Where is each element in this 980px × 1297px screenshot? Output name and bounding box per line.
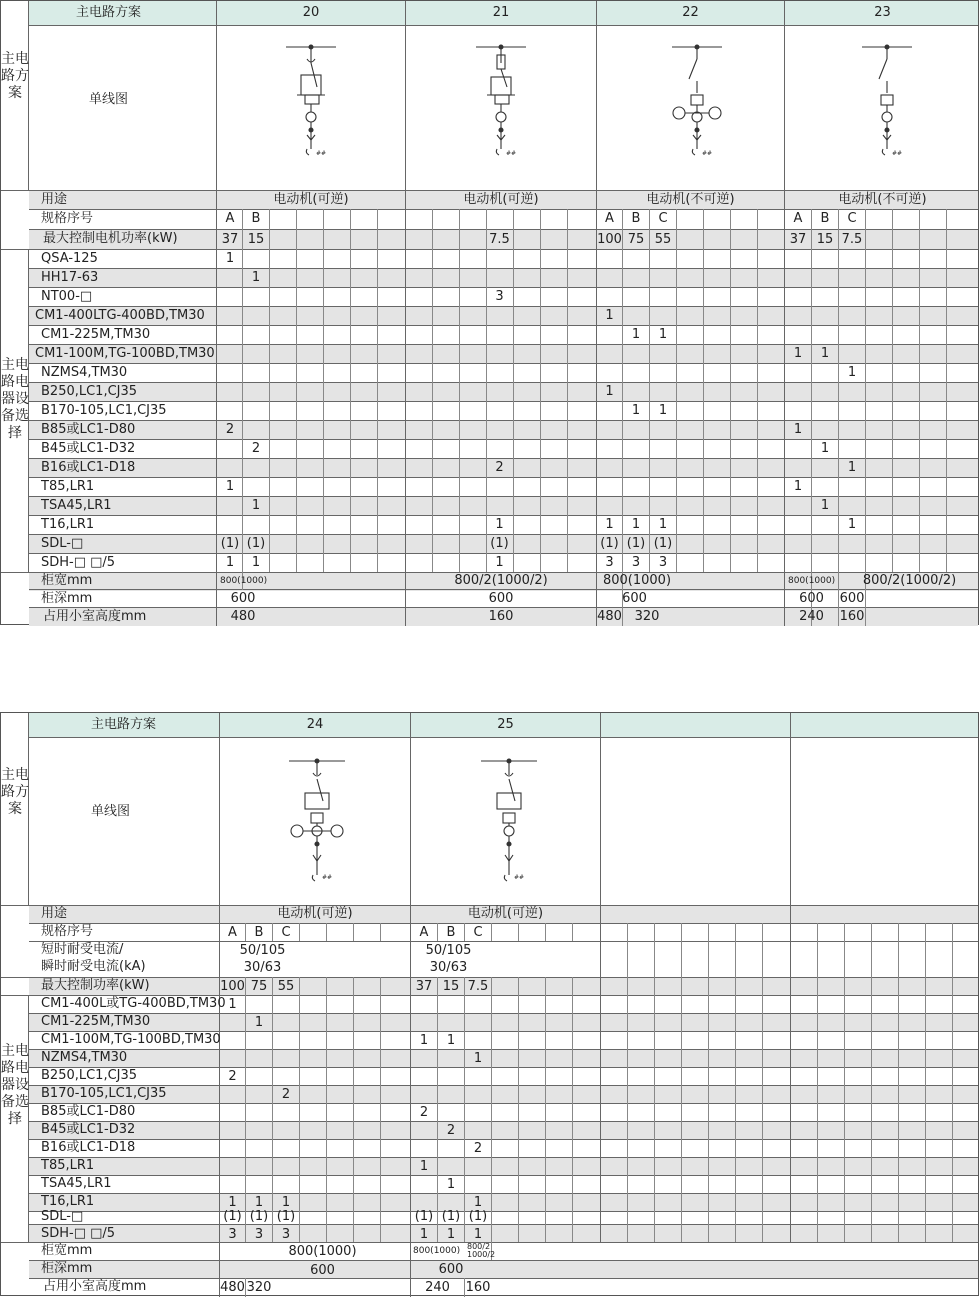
quantity-cell: 1: [847, 517, 857, 532]
side-label-equipment: 主电路电器设备选择: [1, 357, 29, 441]
quantity-cell: 3: [605, 555, 614, 570]
quantity-cell: (1): [600, 536, 619, 551]
depth-value: 600: [488, 591, 514, 606]
device-name: SDH-□ □/5: [41, 1226, 116, 1241]
device-name: SDL-□: [41, 536, 84, 551]
device-name: CM1-100M,TG-100BD,TM30: [41, 1032, 221, 1047]
width-value: 800(1000): [288, 1244, 357, 1259]
quantity-cell: 1: [605, 517, 614, 532]
peak-current-label: 瞬时耐受电流(kA): [41, 959, 146, 974]
spec-code: C: [281, 925, 291, 940]
quantity-cell: 2: [419, 1105, 429, 1120]
side-label-scheme: 主电路方案: [1, 767, 29, 817]
depth-value: 600: [438, 1262, 464, 1277]
usage-label: 用途: [41, 192, 68, 207]
width-label: 柜宽mm: [41, 573, 93, 588]
device-name: B45或LC1-D32: [41, 441, 136, 456]
short-current-value: 50/105: [425, 943, 472, 958]
height-value: 480: [597, 609, 622, 624]
height-value: 320: [634, 609, 660, 624]
height-value: 320: [246, 1280, 272, 1295]
quantity-cell: 1: [254, 1015, 264, 1030]
svg-text:##: ##: [702, 150, 713, 157]
power-value: 37: [415, 979, 433, 994]
scheme-number: 24: [306, 717, 324, 732]
scheme-number: 21: [492, 5, 510, 20]
single-line-diagram-21: [461, 37, 541, 167]
quantity-cell: 3: [495, 289, 504, 304]
device-name: SDH-□ □/5: [41, 555, 116, 570]
spec-code: B: [820, 211, 830, 226]
device-name: B85或LC1-D80: [41, 1104, 136, 1119]
device-name: CM1-225M,TM30: [41, 1014, 151, 1029]
quantity-cell: 1: [820, 346, 830, 361]
svg-text:##: ##: [322, 874, 333, 881]
peak-current-value: 30/63: [243, 960, 282, 975]
power-value: 7.5: [841, 232, 863, 247]
quantity-cell: 1: [473, 1051, 483, 1066]
device-name: T85,LR1: [41, 479, 95, 494]
quantity-cell: 1: [605, 384, 614, 399]
usage-value: 电动机(不可逆): [646, 192, 735, 207]
device-name: T16,LR1: [41, 1194, 95, 1209]
svg-text:##: ##: [506, 150, 517, 157]
quantity-cell: 1: [419, 1227, 429, 1242]
device-name: NT00-□: [41, 289, 93, 304]
width-value: 1000/2: [467, 1250, 496, 1259]
quantity-cell: 1: [228, 997, 237, 1012]
quantity-cell: 1: [446, 1033, 456, 1048]
spec-code: A: [605, 211, 614, 226]
depth-value: 600: [839, 591, 865, 606]
quantity-cell: 1: [446, 1177, 456, 1192]
quantity-cell: 1: [473, 1227, 483, 1242]
spec-code: A: [419, 925, 429, 940]
quantity-cell: 2: [446, 1123, 456, 1138]
quantity-cell: (1): [626, 536, 646, 551]
side-label-scheme: 主电路方案: [1, 51, 29, 101]
single-line-diagram-24: [275, 751, 359, 891]
header-label: 主电路方案: [91, 717, 157, 732]
width-value: 800(1000): [220, 576, 268, 586]
quantity-cell: 2: [495, 460, 504, 475]
width-value: 800/2(1000/2): [454, 573, 548, 588]
quantity-cell: 1: [228, 1195, 237, 1210]
depth-value: 600: [310, 1263, 335, 1278]
device-name: B85或LC1-D80: [41, 422, 136, 437]
power-value: 7.5: [467, 979, 489, 994]
height-value: 160: [839, 609, 865, 624]
table-schemes-24-25: [0, 712, 979, 1296]
quantity-cell: 1: [225, 479, 235, 494]
usage-value: 电动机(可逆): [273, 192, 349, 207]
quantity-cell: 1: [793, 422, 803, 437]
height-value: 160: [488, 609, 514, 624]
device-name: B16或LC1-D18: [41, 460, 136, 475]
power-label: 最大控制功率(kW): [41, 978, 150, 993]
quantity-cell: 1: [446, 1227, 456, 1242]
table-schemes-20-23: [0, 0, 979, 625]
quantity-cell: 1: [847, 365, 857, 380]
width-label: 柜宽mm: [41, 1243, 93, 1258]
quantity-cell: (1): [220, 536, 240, 551]
quantity-cell: (1): [276, 1209, 296, 1224]
quantity-cell: 1: [473, 1195, 483, 1210]
quantity-cell: 2: [281, 1087, 291, 1102]
power-value: 55: [277, 979, 295, 994]
quantity-cell: 1: [251, 555, 261, 570]
height-value: 240: [799, 609, 824, 624]
device-name: CM1-400LTG-400BD,TM30: [35, 308, 205, 323]
device-name: SDL-□: [41, 1209, 84, 1224]
spec-code: A: [228, 925, 237, 940]
quantity-cell: 2: [225, 422, 235, 437]
usage-value: 电动机(不可逆): [838, 192, 927, 207]
depth-value: 600: [622, 591, 647, 606]
power-value: 75: [627, 232, 645, 247]
device-name: CM1-225M,TM30: [41, 327, 151, 342]
device-name: B170-105,LC1,CJ35: [41, 1086, 167, 1101]
device-name: NZMS4,TM30: [41, 1050, 128, 1065]
single-line-diagram-25: [467, 751, 551, 891]
usage-value: 电动机(可逆): [467, 906, 544, 921]
power-value: 15: [816, 232, 834, 247]
quantity-cell: (1): [653, 536, 673, 551]
svg-text:##: ##: [892, 150, 903, 157]
width-value: 800(1000): [602, 573, 672, 588]
quantity-cell: 1: [631, 327, 641, 342]
diagram-label: 单线图: [91, 804, 131, 819]
short-current-value: 50/105: [239, 943, 286, 958]
height-value: 160: [465, 1280, 491, 1295]
spec-code: B: [251, 211, 261, 226]
height-value: 240: [425, 1280, 450, 1295]
device-name: B45或LC1-D32: [41, 1122, 136, 1137]
spec-label: 规格序号: [41, 924, 94, 939]
device-name: B250,LC1,CJ35: [41, 1068, 138, 1083]
device-name: B250,LC1,CJ35: [41, 384, 138, 399]
device-name: TSA45,LR1: [41, 1176, 112, 1191]
quantity-cell: (1): [223, 1209, 242, 1224]
device-name: B16或LC1-D18: [41, 1140, 136, 1155]
width-value: 800(1000): [788, 576, 836, 586]
quantity-cell: 3: [281, 1227, 291, 1242]
device-name: NZMS4,TM30: [41, 365, 128, 380]
height-label: 占用小室高度mm: [43, 1279, 147, 1294]
quantity-cell: 1: [251, 498, 261, 513]
quantity-cell: (1): [468, 1209, 488, 1224]
short-current-label: 短时耐受电流/: [41, 942, 124, 957]
spec-code: B: [631, 211, 641, 226]
device-name: T85,LR1: [41, 1158, 95, 1173]
diagram-label: 单线图: [89, 92, 129, 107]
header-label: 主电路方案: [76, 5, 142, 20]
spec-label: 规格序号: [41, 211, 94, 226]
depth-value: 600: [230, 591, 256, 606]
quantity-cell: 2: [473, 1141, 483, 1156]
power-value: 55: [654, 232, 672, 247]
quantity-cell: 1: [419, 1033, 429, 1048]
spec-code: A: [793, 211, 803, 226]
height-value: 480: [230, 609, 256, 624]
depth-value: 600: [799, 591, 824, 606]
power-value: 37: [789, 232, 807, 247]
scheme-number: 23: [874, 5, 891, 20]
quantity-cell: 1: [631, 403, 641, 418]
quantity-cell: 1: [658, 517, 668, 532]
quantity-cell: 1: [419, 1159, 429, 1174]
depth-label: 柜深mm: [41, 591, 93, 606]
quantity-cell: 3: [228, 1227, 237, 1242]
spec-code: B: [446, 925, 456, 940]
quantity-cell: 1: [251, 270, 261, 285]
quantity-cell: 1: [281, 1195, 291, 1210]
device-name: B170-105,LC1,CJ35: [41, 403, 167, 418]
power-value: 15: [247, 232, 265, 247]
power-value: 37: [221, 232, 239, 247]
quantity-cell: (1): [249, 1209, 269, 1224]
quantity-cell: 1: [631, 517, 641, 532]
single-line-diagram-23: [847, 37, 927, 167]
quantity-cell: 1: [793, 346, 803, 361]
side-label-equipment: 主电路电器设备选择: [1, 1043, 29, 1127]
quantity-cell: (1): [414, 1209, 434, 1224]
device-name: QSA-125: [41, 251, 98, 266]
usage-value: 电动机(可逆): [277, 906, 353, 921]
width-value: 800/2(1000/2): [862, 573, 957, 588]
quantity-cell: 1: [225, 251, 235, 266]
single-line-diagram-20: [271, 37, 351, 167]
device-name: CM1-400L或TG-400BD,TM30: [41, 996, 226, 1011]
scheme-number: 22: [682, 5, 699, 20]
quantity-cell: 1: [605, 308, 614, 323]
power-value: 100: [597, 232, 622, 247]
spec-code: C: [473, 925, 483, 940]
quantity-cell: 3: [658, 555, 668, 570]
power-value: 7.5: [489, 232, 510, 247]
quantity-cell: 2: [228, 1069, 237, 1084]
single-line-diagram-22: [657, 37, 737, 167]
device-name: T16,LR1: [41, 517, 95, 532]
svg-text:##: ##: [514, 874, 525, 881]
peak-current-value: 30/63: [429, 960, 468, 975]
scheme-number: 25: [497, 717, 514, 732]
depth-label: 柜深mm: [41, 1261, 93, 1276]
power-value: 15: [442, 979, 460, 994]
quantity-cell: (1): [490, 536, 509, 551]
quantity-cell: 1: [820, 441, 830, 456]
power-value: 75: [250, 979, 268, 994]
spec-code: C: [847, 211, 857, 226]
quantity-cell: 3: [254, 1227, 264, 1242]
usage-value: 电动机(可逆): [463, 192, 539, 207]
power-value: 100: [220, 979, 245, 994]
quantity-cell: 1: [495, 555, 504, 570]
quantity-cell: 1: [658, 327, 668, 342]
device-name: TSA45,LR1: [41, 498, 112, 513]
width-value: 800/2: [467, 1242, 491, 1251]
usage-label: 用途: [41, 906, 68, 921]
quantity-cell: (1): [441, 1209, 461, 1224]
spec-code: A: [225, 211, 235, 226]
quantity-cell: 1: [254, 1195, 264, 1210]
quantity-cell: 1: [658, 403, 668, 418]
quantity-cell: 1: [225, 555, 235, 570]
device-name: CM1-100M,TG-100BD,TM30: [35, 346, 215, 361]
quantity-cell: 1: [847, 460, 857, 475]
scheme-number: 20: [302, 5, 320, 20]
quantity-cell: 1: [495, 517, 504, 532]
device-name: HH17-63: [41, 270, 99, 285]
quantity-cell: 1: [820, 498, 830, 513]
height-value: 480: [220, 1280, 245, 1295]
quantity-cell: 1: [793, 479, 803, 494]
spec-code: B: [254, 925, 264, 940]
quantity-cell: (1): [246, 536, 266, 551]
spec-code: C: [658, 211, 668, 226]
quantity-cell: 2: [251, 441, 261, 456]
power-label: 最大控制电机功率(kW): [43, 231, 178, 246]
svg-text:##: ##: [316, 150, 327, 157]
quantity-cell: 3: [631, 555, 641, 570]
height-label: 占用小室高度mm: [43, 609, 147, 624]
width-value: 800(1000): [413, 1246, 461, 1256]
